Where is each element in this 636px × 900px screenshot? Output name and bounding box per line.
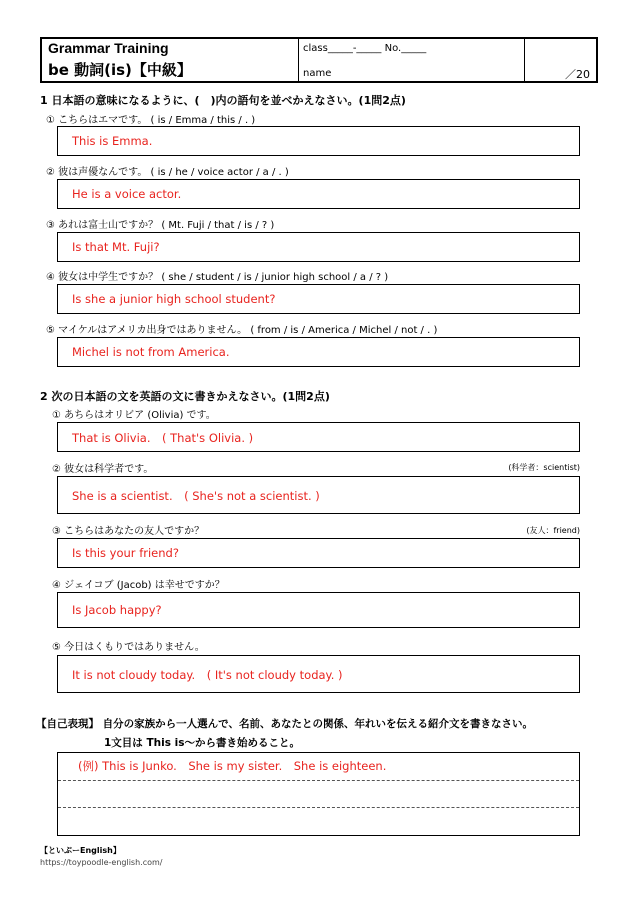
- s2-q5-prompt: ⑤ 今日はくもりではありません。: [52, 642, 205, 653]
- s2-q5-answer-box[interactable]: [57, 655, 580, 693]
- s1-q4-answer-box[interactable]: [57, 284, 580, 314]
- s2-q5-answer: It is not cloudy today. ( It's not cloudy today. ): [72, 668, 343, 682]
- s1-q2-prompt: ② 彼は声優なんです。 ( is / he / voice actor / a / . ): [46, 167, 289, 178]
- section1-heading: 1 日本語の意味になるように、( )内の語句を並べかえなさい。(1問2点): [40, 94, 406, 107]
- writing-line-1: [58, 780, 579, 781]
- s2-q3-answer: Is this your friend?: [72, 546, 179, 560]
- s1-q5-answer-box[interactable]: [57, 337, 580, 367]
- s2-q2-answer-box[interactable]: [57, 476, 580, 514]
- class-number-field[interactable]: class_____-_____ No._____: [303, 43, 427, 54]
- s2-q3-hint: (友人：friend): [526, 526, 580, 535]
- footer-url[interactable]: https://toypoodle-english.com/: [40, 858, 163, 867]
- s1-q3-answer-box[interactable]: [57, 232, 580, 262]
- s2-q2-prompt: ② 彼女は科学者です。: [52, 464, 154, 475]
- s1-q2-answer-box[interactable]: [57, 179, 580, 209]
- score-cell: [525, 39, 596, 81]
- writing-line-2: [58, 807, 579, 808]
- s1-q3-answer: Is that Mt. Fuji?: [72, 240, 160, 254]
- worksheet-title: Grammar Training: [48, 40, 169, 56]
- s2-q4-answer: Is Jacob happy?: [72, 603, 162, 617]
- score-total: ／20: [565, 68, 590, 81]
- header-box: [40, 37, 598, 83]
- self-expression-example: (例) This is Junko. She is my sister. She is eighteen.: [78, 759, 387, 773]
- title-cell: [42, 39, 299, 81]
- s2-q2-answer: She is a scientist. ( She's not a scientist. ): [72, 489, 320, 503]
- self-expression-box[interactable]: [57, 752, 580, 836]
- section2-heading: 2 次の日本語の文を英語の文に書きかえなさい。(1問2点): [40, 390, 330, 403]
- s2-q1-prompt: ① あちらはオリビア (Olivia) です。: [52, 410, 216, 421]
- section3-heading: 【自己表現】 自分の家族から一人選んで、名前、あなたとの関係、年れいを伝える紹介文を書きなさい。: [36, 718, 533, 730]
- s2-q3-prompt: ③ こちらはあなたの友人ですか？: [52, 526, 205, 537]
- s2-q4-answer-box[interactable]: [57, 592, 580, 628]
- s2-q4-prompt: ④ ジェイコブ (Jacob) は幸せですか？: [52, 580, 225, 591]
- s1-q4-answer: Is she a junior high school student?: [72, 292, 276, 306]
- s2-q3-answer-box[interactable]: [57, 538, 580, 568]
- footer-brand: 【といぷーEnglish】: [40, 846, 121, 855]
- s1-q2-answer: He is a voice actor.: [72, 187, 182, 201]
- s1-q1-prompt: ① こちらはエマです。 ( is / Emma / this / . ): [46, 115, 256, 126]
- s1-q5-answer: Michel is not from America.: [72, 345, 230, 359]
- s2-q1-answer: That is Olivia. ( That's Olivia. ): [72, 431, 254, 445]
- worksheet-subtitle: be 動詞(is)【中級】: [48, 61, 192, 79]
- s1-q1-answer-box[interactable]: [57, 126, 580, 156]
- section3-subheading: 1文目は This is～から書き始めること。: [104, 737, 300, 749]
- s2-q1-answer-box[interactable]: [57, 422, 580, 452]
- s2-q2-hint: (科学者：scientist): [508, 463, 580, 472]
- s1-q5-prompt: ⑤ マイケルはアメリカ出身ではありません。 ( from / is / America / Michel / not / . ): [46, 325, 438, 336]
- name-field[interactable]: name: [303, 68, 332, 79]
- s1-q1-answer: This is Emma.: [72, 134, 153, 148]
- s1-q3-prompt: ③ あれは富士山ですか？ ( Mt. Fuji / that / is / ? ): [46, 220, 275, 231]
- s1-q4-prompt: ④ 彼女は中学生ですか？ ( she / student / is / junior high school / a / ? ): [46, 272, 389, 283]
- student-info-cell: [299, 39, 525, 81]
